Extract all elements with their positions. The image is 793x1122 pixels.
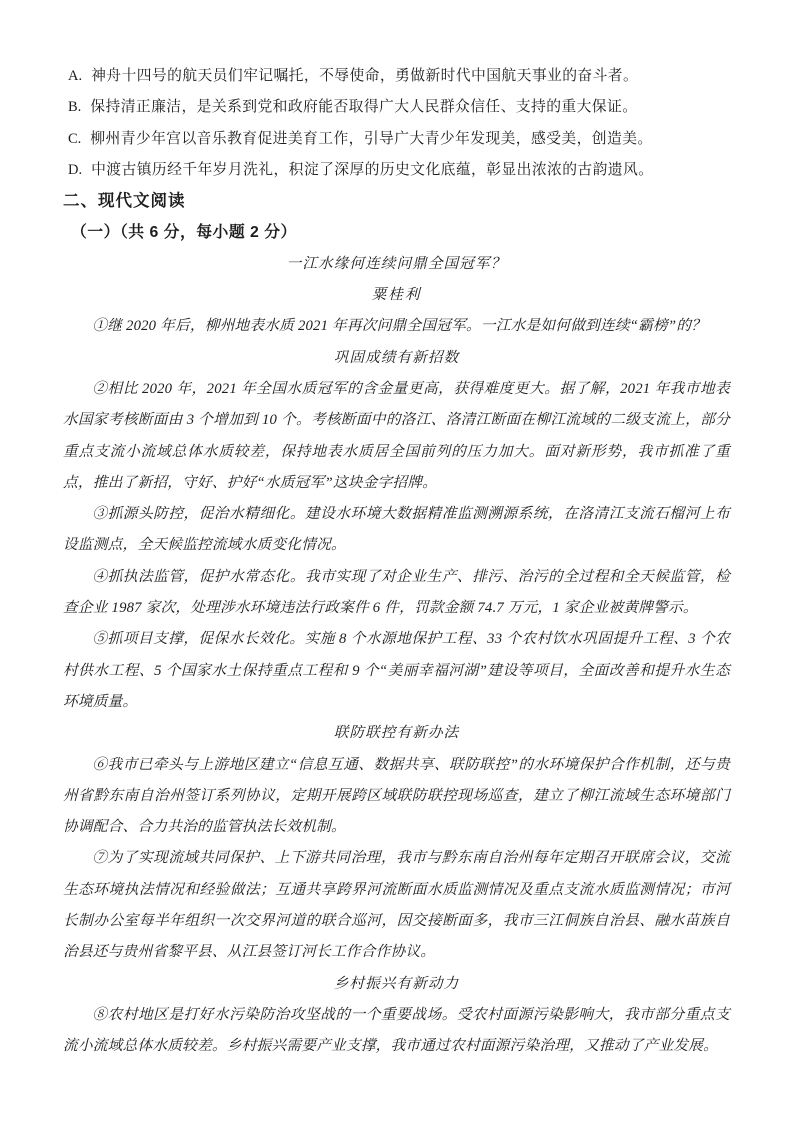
option-d (68, 155, 730, 186)
article-intro-paragraph: ①继 2020 年后，柳州地表水质 2021 年再次问鼎全国冠军。一江水是如何做到连续“霸榜”的？ (92, 318, 707, 335)
article-subtitle-2: 联防联控有新办法 (333, 725, 460, 742)
article-paragraph-3: ③抓源头防控，促治水精细化。建设水环境大数据精准监测溯源系统，在洛清江支流石榴河上布设监测点，全天候监控流域水质变化情况。 (63, 506, 730, 554)
section-heading: 二、现代文阅读 (63, 192, 186, 211)
article-paragraph-7: ⑦为了实现流域共同保护、上下游共同治理，我市与黔东南自治州每年定期召开联席会议，交流生态环境执法情况和经验做法；互通共享跨界河流断面水质监测情况及重点支流水质监测情况；市河长制办公室每半年组织一次交界河道的联合巡河，因交接断面多，我市三江侗族自治县、融水苗族自治县还与贵州省黎平县、从江县签订河长工作合作协议。 (63, 850, 730, 961)
article-paragraph-4: ④抓执法监管，促护水常态化。我市实现了对企业生产、排污、治污的全过程和全天候监管，检查企业 1987 家次，处理涉水环境违法行政案件 6 件，罚款金额 74.7 万元，1 家企业被黄牌警示。 (63, 568, 730, 617)
option-a-text: 神舟十四号的航天员们牢记嘱托，不辱使命，勇做新时代中国航天事业的奋斗者。 (91, 68, 639, 84)
article-subtitle-1: 巩固成绩有新招数 (333, 349, 460, 366)
reading-article (63, 249, 730, 1063)
article-paragraph-2: ②相比 2020 年，2021 年全国水质冠军的含金量更高，获得难度更大。据了解，2021 年我市地表水国家考核断面由 3 个增加到 10 个。考核断面中的洛江、洛清江断面在柳江流域的二级支流上，部分重点支流小流域总体水质较差，保持地表水质居全国前列的压力加大。面对新形势，我市抓准了重点，推出了新招，守好、护好“水质冠军”这块金字招牌。 (63, 380, 730, 491)
option-d-text: 中渡古镇历经千年岁月洗礼，积淀了深厚的历史文化底蕴，彰显出浓浓的古韵遗风。 (91, 161, 654, 178)
option-b-label: B. (68, 99, 82, 116)
choice-options (63, 61, 730, 186)
option-d-label: D. (68, 161, 83, 178)
article-author: 粟桂利 (371, 287, 422, 304)
article-subtitle-3: 乡村振兴有新动力 (333, 975, 460, 992)
option-b-text: 保持清正廉洁，是关系到党和政府能否取得广大人民群众信任、支持的重大保证。 (90, 99, 638, 116)
option-a-label: A. (68, 68, 83, 84)
option-c-label: C. (68, 130, 82, 147)
section-subheading: （一）（共 6 分，每小题 2 分） (71, 224, 297, 242)
article-paragraph-5: ⑤抓项目支撑，促保水长效化。实施 8 个水源地保护工程、33 个农村饮水巩固提升工程、3 个农村供水工程、5 个国家水土保持重点工程和 9 个“美丽幸福河湖”建设等项目，全面改善和提升水生态环境质量。 (63, 631, 730, 710)
option-c (68, 124, 730, 155)
option-c-text: 柳州青少年宫以音乐教育促进美育工作，引导广大青少年发现美，感受美，创造美。 (90, 130, 653, 147)
article-title: 一江水缘何连续问鼎全国冠军？ (286, 255, 507, 272)
article-paragraph-8: ⑧农村地区是打好水污染防治攻坚战的一个重要战场。受农村面源污染影响大，我市部分重点支流小流域总体水质较差。乡村振兴需要产业支撑，我市通过农村面源污染治理，又推动了产业发展。 (63, 1006, 730, 1055)
option-b (68, 92, 730, 123)
option-a (68, 61, 730, 92)
article-paragraph-6: ⑥我市已牵头与上游地区建立“信息互通、数据共享、联防联控”的水环境保护合作机制，还与贵州省黔东南自治州签订系列协议，定期开展跨区域联防联控现场巡查，建立了柳江流域生态环境部门协调配合、合力共治的监管执法长效机制。 (63, 756, 730, 836)
